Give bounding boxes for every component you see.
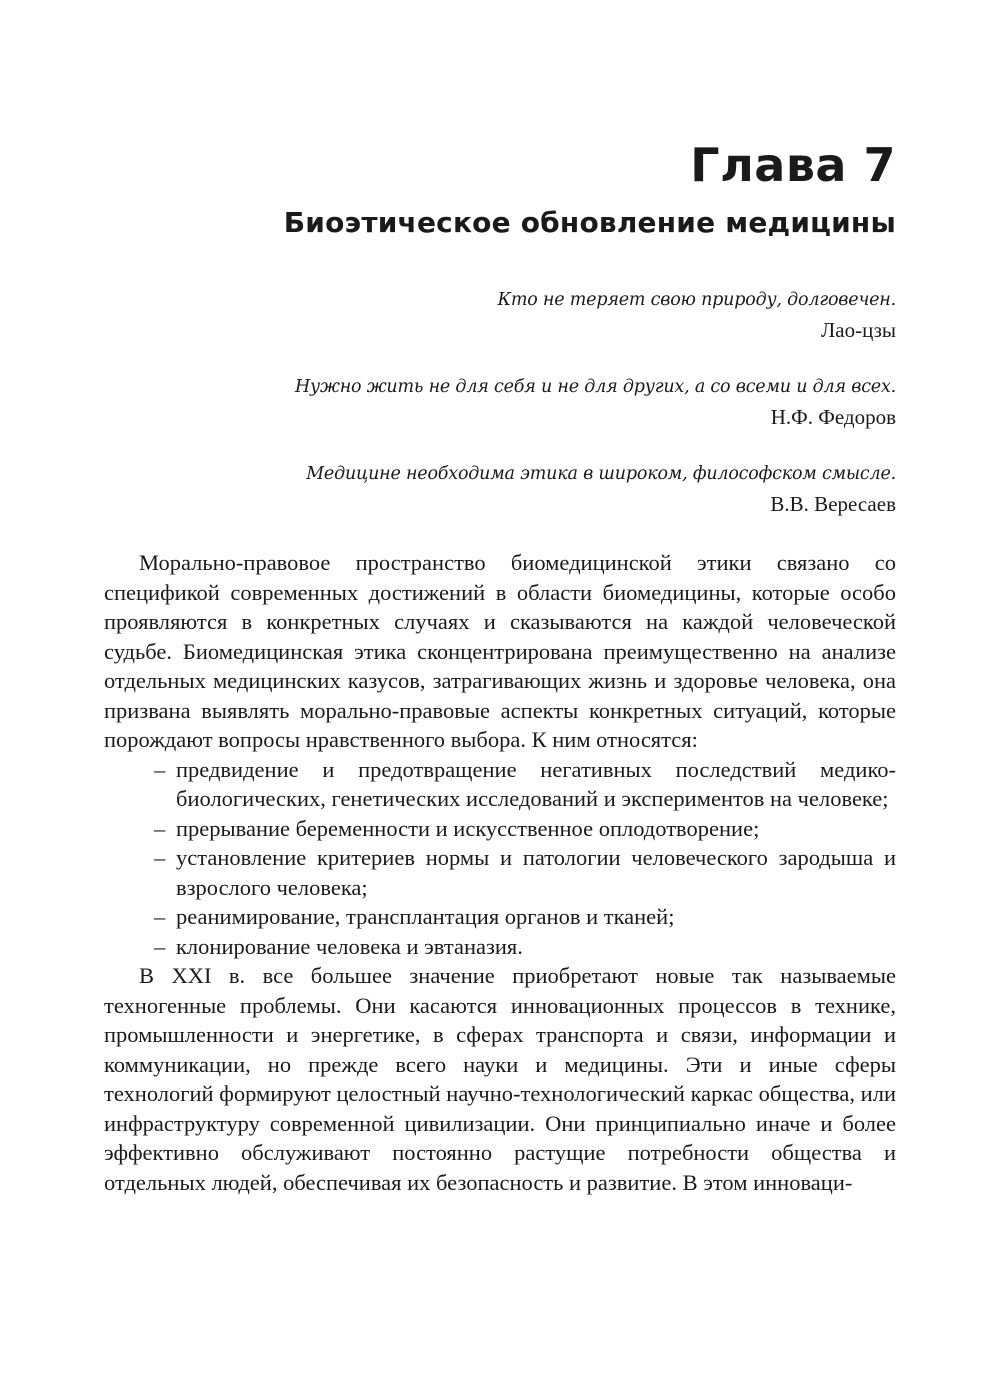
dash-marker: –: [154, 904, 166, 929]
epigraph: [176, 285, 896, 345]
epigraph-author: В.В. Вересаев: [770, 492, 896, 516]
bullet-list: [104, 755, 896, 962]
list-item-text: клонирование человека и эвтаназия.: [176, 933, 523, 959]
chapter-number: Глава 7: [690, 138, 896, 192]
list-item: [104, 843, 896, 902]
paragraph: В XXI в. все большее значение приобретают новые так называемые техногенные проблемы. Они касаются инновационных процессов в технике, промышленности и энергетике, в сферах транспорта и связи, информации и коммуникации, но прежде всего науки и медицины. Эти и иные сферы технологий формируют целостный научно-технологический каркас общества, или инфраструктуру современной цивилизации. Они принципиально иначе и более эффективно обслуживают постоянно растущие потребности общества и отдельных людей, обеспечивая их безопасность и развитие. В этом инноваци-: [104, 963, 896, 1195]
dash-marker: –: [154, 756, 166, 782]
list-item: [104, 902, 896, 932]
epigraph-author: Лао-цзы: [821, 318, 896, 342]
body-text: [104, 548, 896, 1197]
epigraph: [176, 459, 896, 519]
epigraph-text: Медицине необходима этика в широком, философском смысле.: [306, 464, 896, 484]
list-item: [104, 932, 896, 962]
list-item-text: предвидение и предотвращение негативных последствий медико-биологических, генетических исследований и экспериментов на человеке;: [176, 756, 896, 811]
list-item: [104, 755, 896, 814]
dash-marker: –: [154, 845, 166, 870]
epigraph-text: Нужно жить не для себя и не для других, а со всеми и для всех.: [295, 377, 896, 397]
epigraph: [176, 372, 896, 432]
paragraph: Морально-правовое пространство биомедицинской этики связано со спецификой современных достижений в области биомедицины, которые особо проявляются в конкретных случаях и сказываются на каждой человеческой судьбе. Биомедицинская этика сконцентрирована преимущественно на анализе отдельных медицинских казусов, затрагивающих жизнь и здоровье человека, она призвана выявлять морально-правовые аспекты конкретных ситуаций, которые порождают вопросы нравственного выбора. К ним относятся:: [104, 550, 896, 752]
dash-marker: –: [154, 815, 166, 841]
list-item-text: реанимирование, трансплантация органов и тканей;: [176, 904, 675, 929]
epigraphs: [176, 285, 896, 546]
dash-marker: –: [154, 933, 166, 959]
list-item-text: установление критериев нормы и патологии человеческого зародыша и взрослого человека;: [176, 845, 896, 900]
epigraph-author: Н.Ф. Федоров: [770, 405, 896, 429]
list-item: [104, 814, 896, 844]
list-item-text: прерывание беременности и искусственное оплодотворение;: [176, 815, 760, 841]
chapter-title: Биоэтическое обновление медицины: [283, 206, 896, 239]
epigraph-text: Кто не теряет свою природу, долговечен.: [497, 290, 896, 310]
